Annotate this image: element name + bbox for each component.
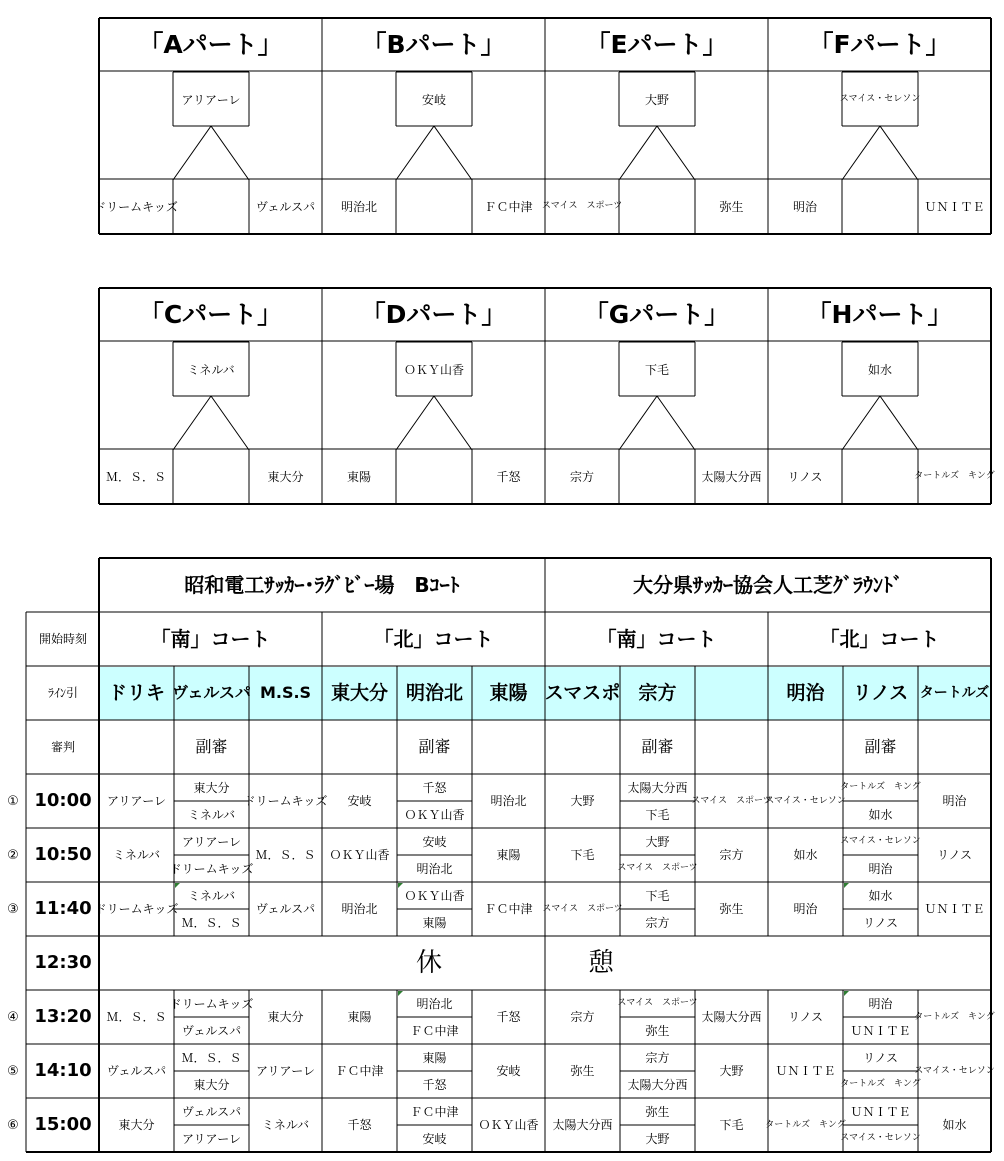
- bracket-triangle: [619, 396, 695, 450]
- bracket-triangle: [173, 126, 249, 180]
- part-left-team: 東陽: [346, 469, 371, 484]
- match-team: 太陽大分西: [627, 780, 688, 795]
- match-team: 下毛: [645, 888, 670, 903]
- line-duty-cell: タートルズ: [919, 685, 990, 701]
- match-team: Ｍ．Ｓ．Ｓ: [181, 1050, 242, 1065]
- referee-cell: 副審: [864, 737, 897, 756]
- part-left-team: スマイス スポーツ: [541, 201, 623, 211]
- part-right-team: タートルズ キング: [914, 471, 995, 481]
- match-team: 東大分: [193, 780, 230, 795]
- match-team: アリアーレ: [107, 794, 166, 808]
- part-right-team: 東大分: [267, 469, 304, 484]
- match-team: タートルズ キング: [840, 782, 921, 792]
- match-time: 15:00: [34, 1114, 92, 1135]
- match-team: ＦＣ中津: [410, 1104, 459, 1119]
- match-team: リノス: [862, 1050, 899, 1065]
- part-left-team: 明治: [792, 199, 817, 214]
- part-top-team: ＯＫＹ山香: [403, 362, 464, 377]
- match-time: 10:00: [34, 790, 92, 811]
- match-time: 10:50: [34, 844, 92, 865]
- part-top-team: 大野: [644, 92, 669, 107]
- match-team: ヴェルスパ: [255, 902, 316, 916]
- bracket-triangle: [842, 126, 918, 180]
- match-team: 宗方: [645, 1050, 670, 1065]
- match-team: 明治北: [416, 996, 453, 1011]
- match-number: ③: [7, 901, 19, 917]
- match-number: ①: [7, 793, 19, 809]
- match-team: スマイス・セレソン: [840, 1133, 921, 1143]
- referee-label: 審判: [50, 740, 75, 754]
- part-top-team: ミネルバ: [187, 362, 235, 377]
- match-team: アリアーレ: [256, 1064, 315, 1078]
- match-team: タートルズ キング: [765, 1119, 846, 1130]
- match-team: ＵＮＩＴＥ: [924, 902, 985, 916]
- line-duty-cell: 東陽: [489, 681, 528, 704]
- court-title: 「南」コート: [596, 627, 717, 651]
- match-team: スマイス・セレソン: [840, 836, 921, 846]
- part-title: 「Eパート」: [585, 30, 728, 59]
- match-time: 11:40: [34, 898, 92, 919]
- match-team: 安岐: [422, 834, 447, 849]
- part-title: 「Aパート」: [138, 30, 283, 59]
- part-right-team: ヴェルスパ: [255, 199, 316, 214]
- referee-cell: 副審: [418, 737, 451, 756]
- match-team: 千怒: [496, 1010, 521, 1024]
- line-duty-label: ﾗｲﾝ引: [47, 686, 78, 700]
- match-team: ヴェルスパ: [106, 1064, 167, 1078]
- match-team: スマイス スポーツ: [542, 903, 623, 914]
- match-team: 大野: [645, 1131, 670, 1146]
- match-team: 明治北: [490, 794, 527, 808]
- start-time-label: 開始時刻: [38, 632, 87, 646]
- match-team: リノス: [936, 848, 973, 862]
- match-team: Ｍ．Ｓ．Ｓ: [106, 1010, 167, 1024]
- part-title: 「Hパート」: [806, 300, 953, 329]
- court-title: 「北」コート: [819, 627, 940, 651]
- match-team: ＯＫＹ山香: [404, 888, 465, 903]
- match-team: ドリームキッズ: [169, 861, 254, 876]
- match-number: ⑥: [7, 1117, 19, 1133]
- match-team: 下毛: [570, 848, 595, 862]
- part-right-team: 弥生: [719, 199, 744, 214]
- match-team: 大野: [719, 1064, 744, 1078]
- line-duty-cell: ヴェルスパ: [172, 683, 251, 702]
- match-team: ＦＣ中津: [335, 1064, 384, 1078]
- match-team: 宗方: [570, 1010, 595, 1024]
- match-team: 明治: [793, 902, 818, 916]
- match-team: 東陽: [422, 1050, 447, 1065]
- part-right-team: ＵＮＩＴＥ: [924, 199, 985, 214]
- bracket-triangle: [396, 396, 472, 450]
- match-team: ＦＣ中津: [410, 1023, 459, 1038]
- match-team: 明治: [942, 794, 967, 808]
- match-team: 千怒: [347, 1118, 372, 1132]
- match-team: 大野: [570, 794, 595, 808]
- match-team: 東大分: [193, 1077, 230, 1092]
- match-team: 如水: [942, 1118, 967, 1132]
- match-time: 13:20: [34, 1006, 92, 1027]
- match-team: アリアーレ: [182, 1131, 241, 1146]
- match-team: ヴェルスパ: [181, 1023, 242, 1038]
- match-team: 東陽: [422, 915, 447, 930]
- break-time: 12:30: [34, 952, 92, 973]
- part-top-team: 安岐: [421, 92, 446, 107]
- match-team: スマイス スポーツ: [691, 795, 772, 806]
- match-team: 弥生: [645, 1023, 670, 1038]
- match-team: ミネルバ: [187, 807, 236, 822]
- part-title: 「Gパート」: [583, 300, 730, 329]
- part-right-team: ＦＣ中津: [484, 199, 533, 214]
- court-title: 「北」コート: [373, 627, 494, 651]
- match-time: 14:10: [34, 1060, 92, 1081]
- match-team: 下毛: [645, 807, 670, 822]
- line-duty-cell: [696, 667, 767, 719]
- match-number: ②: [7, 847, 19, 863]
- match-team: 如水: [868, 888, 893, 903]
- line-duty-cell: スマスポ: [544, 681, 621, 704]
- bracket-triangle: [173, 396, 249, 450]
- part-title: 「Cパート」: [138, 300, 283, 329]
- match-team: 下毛: [719, 1118, 744, 1132]
- part-left-team: 宗方: [569, 469, 594, 484]
- match-team: タートルズ キング: [840, 1079, 921, 1089]
- break-label: 休 憩: [415, 948, 674, 978]
- court-title: 「南」コート: [150, 627, 271, 651]
- match-team: 千怒: [422, 780, 447, 795]
- part-left-team: ドリームキッズ: [94, 199, 178, 214]
- match-team: 如水: [868, 807, 893, 822]
- part-right-team: 千怒: [496, 469, 521, 484]
- match-team: 東陽: [496, 848, 521, 862]
- part-left-team: 明治北: [340, 199, 377, 214]
- match-team: 大野: [645, 834, 670, 849]
- match-team: 明治: [868, 996, 893, 1011]
- match-team: 東大分: [267, 1010, 304, 1024]
- match-team: スマイス・セレソン: [765, 795, 846, 806]
- match-team: ドリームキッズ: [243, 794, 328, 808]
- match-team: ドリームキッズ: [169, 996, 254, 1011]
- match-team: 宗方: [719, 848, 744, 862]
- part-title: 「Fパート」: [808, 30, 951, 59]
- match-team: 千怒: [422, 1077, 447, 1092]
- match-team: ＯＫＹ山香: [329, 848, 390, 862]
- match-number: ④: [7, 1009, 19, 1025]
- bracket-triangle: [842, 396, 918, 450]
- match-team: ミネルバ: [187, 888, 236, 903]
- line-duty-cell: 宗方: [638, 681, 677, 704]
- match-team: ＯＫＹ山香: [404, 807, 465, 822]
- part-top-team: 如水: [867, 362, 892, 377]
- match-team: リノス: [787, 1010, 824, 1024]
- match-team: タートルズ キング: [914, 1011, 995, 1022]
- referee-cell: 副審: [195, 737, 228, 756]
- part-top-team: アリアーレ: [181, 92, 241, 107]
- match-team: スマイス スポーツ: [617, 998, 698, 1008]
- referee-cell: 副審: [641, 737, 674, 756]
- match-team: 宗方: [645, 915, 670, 930]
- match-team: 明治北: [341, 902, 378, 916]
- part-title: 「Bパート」: [361, 30, 506, 59]
- match-team: 如水: [793, 848, 818, 862]
- match-team: スマイス・セレソン: [914, 1065, 995, 1076]
- match-team: ミネルバ: [261, 1118, 310, 1132]
- match-team: ＦＣ中津: [484, 902, 533, 916]
- match-team: リノス: [862, 915, 899, 930]
- line-duty-cell: リノス: [852, 681, 909, 704]
- match-team: 安岐: [347, 794, 372, 808]
- bracket-triangle: [396, 126, 472, 180]
- match-team: アリアーレ: [182, 834, 241, 849]
- match-number: ⑤: [7, 1063, 19, 1079]
- line-duty-cell: M.S.S: [259, 683, 312, 702]
- venue-title: 大分県ｻｯｶｰ協会人工芝ｸﾞﾗｳﾝﾄﾞ: [633, 573, 903, 597]
- match-team: 安岐: [496, 1064, 521, 1078]
- match-team: 明治北: [416, 861, 453, 876]
- match-team: Ｍ．Ｓ．Ｓ: [255, 848, 316, 862]
- line-duty-cell: 明治北: [405, 681, 463, 704]
- venue-title: 昭和電工ｻｯｶｰ･ﾗｸﾞﾋﾞｰ場 Bｺｰﾄ: [184, 573, 460, 597]
- line-duty-cell: 東大分: [330, 681, 388, 704]
- part-title: 「Dパート」: [360, 300, 507, 329]
- part-left-team: リノス: [787, 469, 823, 484]
- match-team: ＯＫＹ山香: [478, 1118, 539, 1132]
- match-team: 弥生: [570, 1064, 595, 1078]
- line-duty-cell: 明治: [786, 681, 825, 704]
- match-team: 東陽: [347, 1010, 372, 1024]
- match-team: 太陽大分西: [552, 1118, 613, 1132]
- match-team: ドリームキッズ: [94, 902, 179, 916]
- part-top-team: スマイス・セレソン: [839, 94, 921, 104]
- match-team: スマイス スポーツ: [617, 863, 698, 873]
- match-team: 安岐: [422, 1131, 447, 1146]
- match-team: Ｍ．Ｓ．Ｓ: [181, 915, 242, 930]
- match-team: ヴェルスパ: [181, 1104, 242, 1119]
- match-team: ミネルバ: [112, 848, 161, 862]
- match-team: 弥生: [645, 1104, 670, 1119]
- match-team: 明治: [868, 861, 893, 876]
- part-top-team: 下毛: [644, 362, 669, 377]
- line-duty-cell: ドリキ: [107, 681, 165, 704]
- match-team: 太陽大分西: [701, 1010, 762, 1024]
- match-team: 弥生: [719, 902, 744, 916]
- match-team: ＵＮＩＴＥ: [775, 1064, 836, 1078]
- match-team: ＵＮＩＴＥ: [850, 1023, 911, 1038]
- match-team: ＵＮＩＴＥ: [850, 1104, 911, 1119]
- bracket-triangle: [619, 126, 695, 180]
- part-left-team: Ｍ．Ｓ．Ｓ: [105, 469, 166, 484]
- match-team: 東大分: [118, 1118, 155, 1132]
- match-team: 太陽大分西: [627, 1077, 688, 1092]
- part-right-team: 太陽大分西: [701, 469, 762, 484]
